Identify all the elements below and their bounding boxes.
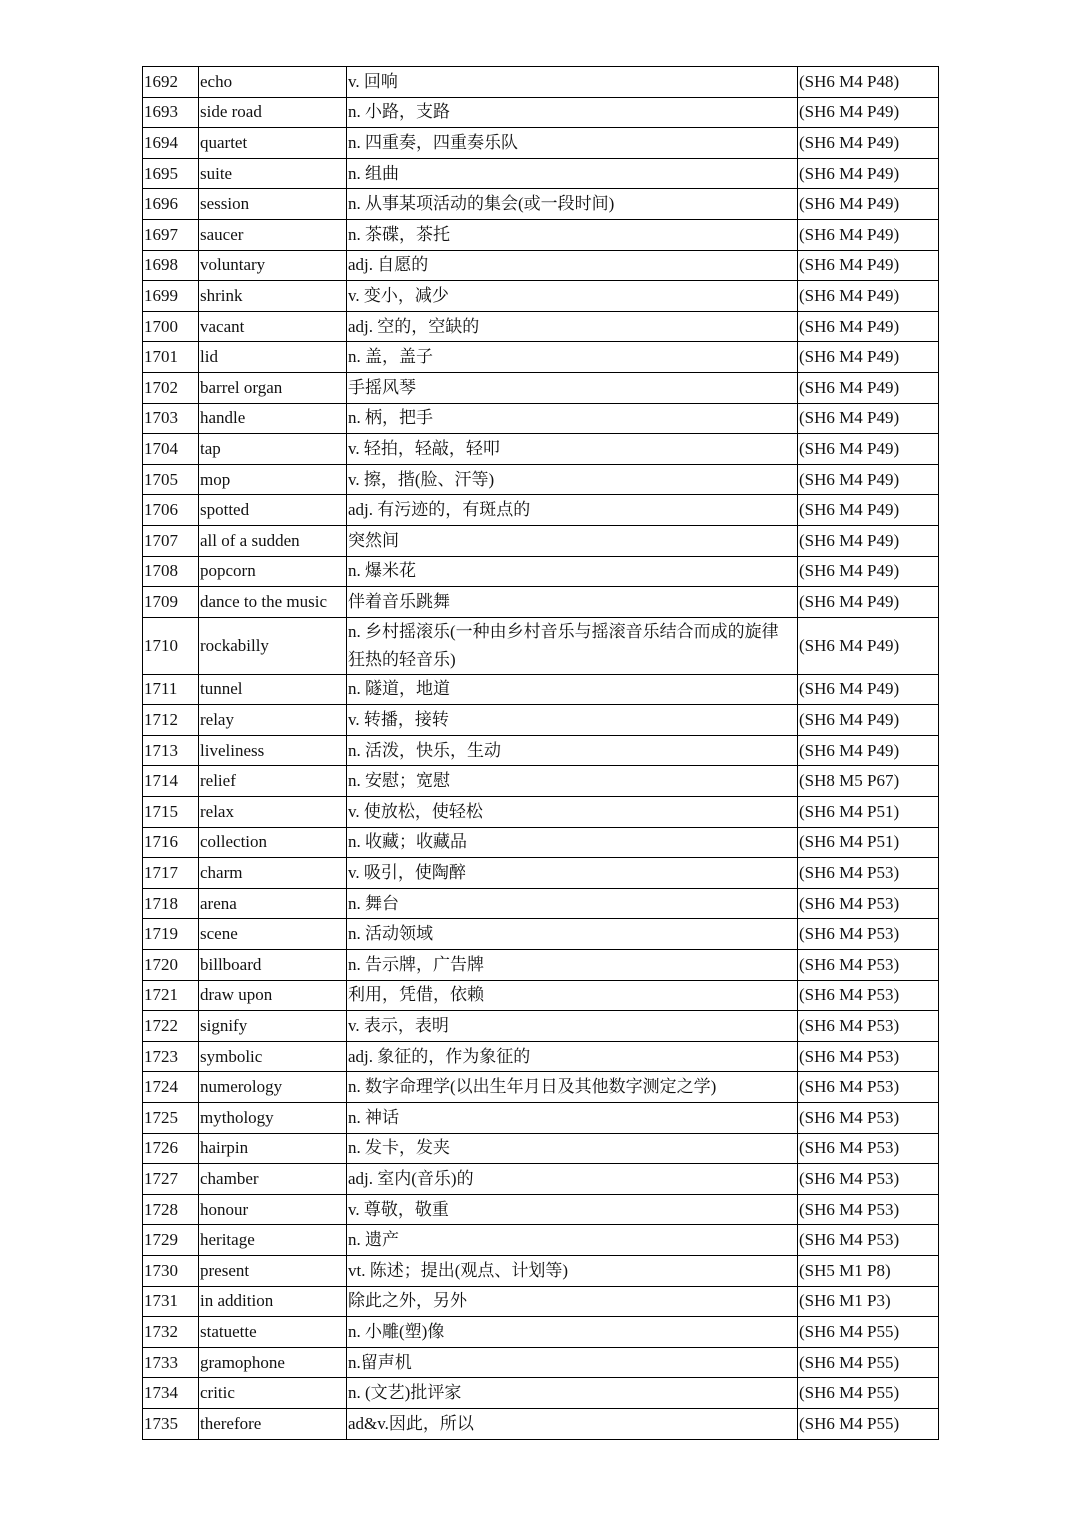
entry-meaning: n. 组曲 [347, 158, 798, 189]
entry-number: 1723 [143, 1041, 199, 1072]
entry-meaning: n. 数字命理学(以出生年月日及其他数字测定之学) [347, 1072, 798, 1103]
entry-meaning: n. 活动领域 [347, 919, 798, 950]
entry-number: 1696 [143, 189, 199, 220]
entry-number: 1727 [143, 1164, 199, 1195]
entry-word: shrink [199, 281, 347, 312]
table-row [143, 372, 939, 403]
table-row [143, 888, 939, 919]
entry-source: (SH6 M4 P49) [798, 189, 939, 220]
entry-number: 1732 [143, 1317, 199, 1348]
entry-meaning: n. 乡村摇滚乐(一种由乡村音乐与摇滚音乐结合而成的旋律狂热的轻音乐) [347, 617, 798, 674]
table-row [143, 950, 939, 981]
table-row [143, 342, 939, 373]
entry-word: relax [199, 797, 347, 828]
entry-number: 1692 [143, 67, 199, 98]
entry-meaning: adj. 有污迹的，有斑点的 [347, 495, 798, 526]
entry-number: 1731 [143, 1286, 199, 1317]
entry-word: collection [199, 827, 347, 858]
table-row [143, 403, 939, 434]
table-row [143, 919, 939, 950]
entry-word: barrel organ [199, 372, 347, 403]
entry-number: 1700 [143, 311, 199, 342]
entry-word: mop [199, 464, 347, 495]
entry-word: critic [199, 1378, 347, 1409]
entry-meaning: n. 发卡，发夹 [347, 1133, 798, 1164]
table-row [143, 311, 939, 342]
entry-source: (SH6 M4 P55) [798, 1317, 939, 1348]
entry-meaning: n.留声机 [347, 1347, 798, 1378]
entry-number: 1707 [143, 525, 199, 556]
entry-source: (SH6 M4 P53) [798, 1072, 939, 1103]
entry-number: 1704 [143, 434, 199, 465]
entry-number: 1719 [143, 919, 199, 950]
entry-word: hairpin [199, 1133, 347, 1164]
entry-word: statuette [199, 1317, 347, 1348]
entry-meaning: 伴着音乐跳舞 [347, 587, 798, 618]
entry-word: echo [199, 67, 347, 98]
entry-number: 1706 [143, 495, 199, 526]
entry-number: 1717 [143, 858, 199, 889]
entry-source: (SH6 M4 P49) [798, 464, 939, 495]
entry-number: 1734 [143, 1378, 199, 1409]
table-row [143, 495, 939, 526]
entry-number: 1711 [143, 674, 199, 705]
entry-word: lid [199, 342, 347, 373]
entry-source: (SH8 M5 P67) [798, 766, 939, 797]
table-row [143, 219, 939, 250]
entry-source: (SH6 M4 P53) [798, 1041, 939, 1072]
entry-word: spotted [199, 495, 347, 526]
entry-source: (SH6 M4 P53) [798, 919, 939, 950]
entry-word: rockabilly [199, 617, 347, 674]
entry-source: (SH6 M4 P49) [798, 128, 939, 159]
entry-number: 1698 [143, 250, 199, 281]
table-row [143, 1378, 939, 1409]
entry-source: (SH6 M4 P49) [798, 495, 939, 526]
table-row [143, 1103, 939, 1134]
entry-word: arena [199, 888, 347, 919]
table-row [143, 189, 939, 220]
entry-meaning: n. 隧道，地道 [347, 674, 798, 705]
table-row [143, 250, 939, 281]
entry-meaning: n. 遗产 [347, 1225, 798, 1256]
entry-source: (SH6 M4 P53) [798, 950, 939, 981]
entry-word: scene [199, 919, 347, 950]
entry-number: 1716 [143, 827, 199, 858]
table-row [143, 674, 939, 705]
entry-meaning: 手摇风琴 [347, 372, 798, 403]
entry-source: (SH6 M4 P49) [798, 342, 939, 373]
entry-source: (SH6 M4 P49) [798, 250, 939, 281]
table-row [143, 827, 939, 858]
entry-source: (SH6 M4 P53) [798, 1133, 939, 1164]
table-row [143, 158, 939, 189]
entry-word: voluntary [199, 250, 347, 281]
table-row [143, 705, 939, 736]
entry-word: quartet [199, 128, 347, 159]
entry-meaning: n. 爆米花 [347, 556, 798, 587]
entry-meaning: n. 收藏；收藏品 [347, 827, 798, 858]
entry-number: 1693 [143, 97, 199, 128]
table-row [143, 766, 939, 797]
entry-source: (SH6 M4 P49) [798, 281, 939, 312]
entry-number: 1730 [143, 1255, 199, 1286]
entry-source: (SH6 M4 P53) [798, 1225, 939, 1256]
entry-meaning: n. 告示牌，广告牌 [347, 950, 798, 981]
entry-meaning: n. 从事某项活动的集会(或一段时间) [347, 189, 798, 220]
entry-number: 1729 [143, 1225, 199, 1256]
entry-word: all of a sudden [199, 525, 347, 556]
table-row [143, 67, 939, 98]
table-row [143, 1011, 939, 1042]
entry-number: 1718 [143, 888, 199, 919]
entry-source: (SH6 M4 P49) [798, 372, 939, 403]
entry-source: (SH6 M4 P49) [798, 403, 939, 434]
table-row [143, 1408, 939, 1439]
entry-word: saucer [199, 219, 347, 250]
entry-word: liveliness [199, 735, 347, 766]
entry-number: 1699 [143, 281, 199, 312]
entry-meaning: vt. 陈述；提出(观点、计划等) [347, 1255, 798, 1286]
entry-meaning: n. 舞台 [347, 888, 798, 919]
entry-number: 1725 [143, 1103, 199, 1134]
entry-source: (SH6 M4 P49) [798, 525, 939, 556]
entry-meaning: v. 表示，表明 [347, 1011, 798, 1042]
entry-word: mythology [199, 1103, 347, 1134]
entry-word: suite [199, 158, 347, 189]
entry-meaning: adj. 自愿的 [347, 250, 798, 281]
entry-source: (SH6 M4 P51) [798, 827, 939, 858]
entry-word: chamber [199, 1164, 347, 1195]
entry-word: honour [199, 1194, 347, 1225]
entry-meaning: 突然间 [347, 525, 798, 556]
entry-word: numerology [199, 1072, 347, 1103]
entry-word: popcorn [199, 556, 347, 587]
table-row [143, 128, 939, 159]
table-row [143, 980, 939, 1011]
entry-source: (SH6 M4 P49) [798, 705, 939, 736]
entry-word: handle [199, 403, 347, 434]
entry-source: (SH6 M4 P49) [798, 735, 939, 766]
entry-number: 1712 [143, 705, 199, 736]
entry-meaning: n. 柄，把手 [347, 403, 798, 434]
table-row [143, 1164, 939, 1195]
entry-number: 1701 [143, 342, 199, 373]
entry-number: 1710 [143, 617, 199, 674]
entry-number: 1694 [143, 128, 199, 159]
entry-meaning: v. 回响 [347, 67, 798, 98]
entry-source: (SH6 M4 P49) [798, 617, 939, 674]
entry-source: (SH6 M4 P49) [798, 674, 939, 705]
entry-word: gramophone [199, 1347, 347, 1378]
entry-number: 1709 [143, 587, 199, 618]
table-row [143, 281, 939, 312]
entry-source: (SH6 M1 P3) [798, 1286, 939, 1317]
entry-word: side road [199, 97, 347, 128]
entry-number: 1728 [143, 1194, 199, 1225]
entry-word: dance to the music [199, 587, 347, 618]
entry-number: 1713 [143, 735, 199, 766]
entry-word: relief [199, 766, 347, 797]
entry-meaning: n. 小路，支路 [347, 97, 798, 128]
entry-number: 1705 [143, 464, 199, 495]
table-row [143, 1041, 939, 1072]
entry-number: 1726 [143, 1133, 199, 1164]
entry-number: 1715 [143, 797, 199, 828]
entry-meaning: v. 变小，减少 [347, 281, 798, 312]
entry-meaning: v. 吸引，使陶醉 [347, 858, 798, 889]
entry-meaning: 利用，凭借，依赖 [347, 980, 798, 1011]
entry-number: 1735 [143, 1408, 199, 1439]
entry-meaning: n. 安慰；宽慰 [347, 766, 798, 797]
table-row [143, 1347, 939, 1378]
entry-source: (SH6 M4 P53) [798, 1103, 939, 1134]
entry-source: (SH6 M4 P55) [798, 1347, 939, 1378]
table-row [143, 1317, 939, 1348]
entry-number: 1703 [143, 403, 199, 434]
entry-meaning: adj. 空的，空缺的 [347, 311, 798, 342]
entry-meaning: v. 擦，揩(脸、汗等) [347, 464, 798, 495]
entry-number: 1722 [143, 1011, 199, 1042]
entry-word: relay [199, 705, 347, 736]
entry-source: (SH5 M1 P8) [798, 1255, 939, 1286]
entry-source: (SH6 M4 P49) [798, 97, 939, 128]
entry-meaning: n. 小雕(塑)像 [347, 1317, 798, 1348]
table-row [143, 735, 939, 766]
entry-meaning: v. 使放松，使轻松 [347, 797, 798, 828]
entry-word: draw upon [199, 980, 347, 1011]
entry-word: tap [199, 434, 347, 465]
entry-word: heritage [199, 1225, 347, 1256]
table-row [143, 464, 939, 495]
entry-source: (SH6 M4 P55) [798, 1408, 939, 1439]
table-row [143, 1072, 939, 1103]
entry-source: (SH6 M4 P49) [798, 434, 939, 465]
entry-word: signify [199, 1011, 347, 1042]
table-row [143, 797, 939, 828]
entry-word: vacant [199, 311, 347, 342]
entry-source: (SH6 M4 P49) [798, 311, 939, 342]
entry-word: billboard [199, 950, 347, 981]
entry-source: (SH6 M4 P49) [798, 219, 939, 250]
entry-number: 1724 [143, 1072, 199, 1103]
entry-meaning: n. 神话 [347, 1103, 798, 1134]
entry-meaning: v. 轻拍，轻敲，轻叩 [347, 434, 798, 465]
entry-word: symbolic [199, 1041, 347, 1072]
table-row [143, 617, 939, 674]
table-row [143, 525, 939, 556]
entry-number: 1720 [143, 950, 199, 981]
table-row [143, 434, 939, 465]
table-row [143, 1255, 939, 1286]
entry-word: session [199, 189, 347, 220]
entry-meaning: n. 盖，盖子 [347, 342, 798, 373]
table-row [143, 858, 939, 889]
entry-source: (SH6 M4 P51) [798, 797, 939, 828]
entry-source: (SH6 M4 P55) [798, 1378, 939, 1409]
table-row [143, 97, 939, 128]
entry-source: (SH6 M4 P49) [798, 587, 939, 618]
table-row [143, 1194, 939, 1225]
entry-source: (SH6 M4 P49) [798, 158, 939, 189]
entry-meaning: adj. 象征的，作为象征的 [347, 1041, 798, 1072]
entry-meaning: n. 活泼，快乐，生动 [347, 735, 798, 766]
table-row [143, 1133, 939, 1164]
vocabulary-table [142, 66, 939, 1440]
entry-source: (SH6 M4 P53) [798, 1011, 939, 1042]
table-row [143, 556, 939, 587]
entry-word: present [199, 1255, 347, 1286]
entry-word: charm [199, 858, 347, 889]
entry-meaning: v. 转播，接转 [347, 705, 798, 736]
table-row [143, 1286, 939, 1317]
entry-meaning: adj. 室内(音乐)的 [347, 1164, 798, 1195]
entry-number: 1702 [143, 372, 199, 403]
table-row [143, 587, 939, 618]
entry-source: (SH6 M4 P53) [798, 1164, 939, 1195]
entry-number: 1695 [143, 158, 199, 189]
entry-number: 1708 [143, 556, 199, 587]
entry-meaning: 除此之外，另外 [347, 1286, 798, 1317]
entry-source: (SH6 M4 P53) [798, 1194, 939, 1225]
vocabulary-table-body [143, 67, 939, 1440]
entry-word: therefore [199, 1408, 347, 1439]
entry-word: tunnel [199, 674, 347, 705]
entry-meaning: n. 茶碟，茶托 [347, 219, 798, 250]
entry-number: 1733 [143, 1347, 199, 1378]
entry-source: (SH6 M4 P48) [798, 67, 939, 98]
entry-source: (SH6 M4 P53) [798, 980, 939, 1011]
entry-number: 1714 [143, 766, 199, 797]
entry-number: 1697 [143, 219, 199, 250]
entry-source: (SH6 M4 P49) [798, 556, 939, 587]
entry-meaning: ad&v.因此，所以 [347, 1408, 798, 1439]
table-row [143, 1225, 939, 1256]
entry-meaning: v. 尊敬，敬重 [347, 1194, 798, 1225]
entry-number: 1721 [143, 980, 199, 1011]
entry-meaning: n. 四重奏，四重奏乐队 [347, 128, 798, 159]
entry-source: (SH6 M4 P53) [798, 858, 939, 889]
entry-source: (SH6 M4 P53) [798, 888, 939, 919]
entry-word: in addition [199, 1286, 347, 1317]
entry-meaning: n. (文艺)批评家 [347, 1378, 798, 1409]
